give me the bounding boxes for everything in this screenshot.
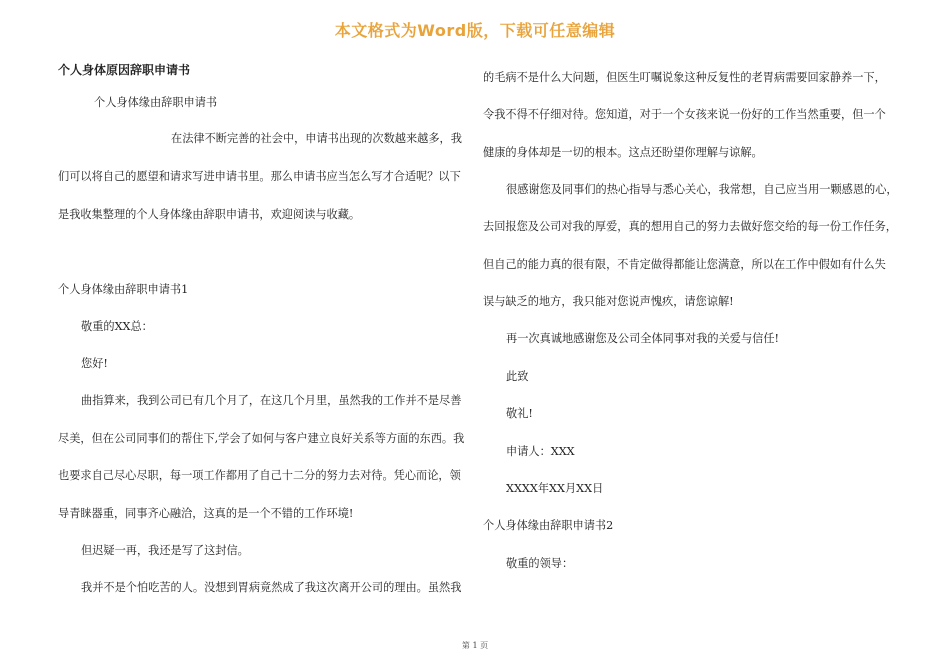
paragraph-line: 也要求自己尽心尽职，每一项工作都用了自己十二分的努力去对待。凭心而论，领	[58, 469, 461, 482]
greeting: 您好!	[81, 357, 108, 370]
paragraph-line: 去回报您及公司对我的厚爱，真的想用自己的努力去做好您交给的每一份工作任务，	[483, 220, 897, 233]
paragraph-line: 曲指算来，我到公司已有几个月了，在这几个月里，虽然我的工作并不是尽善	[81, 394, 462, 407]
paragraph-line: 很感谢您及同事们的热心指导与悉心关心，我常想，自己应当用一颗感恩的心，	[506, 183, 898, 196]
document-title: 个人身体原因辞职申请书	[58, 63, 191, 77]
paragraph-line: 是我收集整理的个人身体缘由辞职申请书，欢迎阅读与收藏。	[58, 208, 361, 221]
applicant-line: 申请人：XXX	[506, 445, 575, 458]
paragraph-line: 再一次真诚地感谢您及公司全体同事对我的关爱与信任!	[506, 332, 779, 345]
paragraph-line: 导青睐器重，同事齐心融洽，这真的是一个不错的工作环境!	[58, 507, 354, 520]
letter-heading: 个人身体缘由辞职申请书2	[483, 519, 614, 532]
closing-line: 敬礼!	[506, 407, 533, 420]
letter-heading: 个人身体缘由辞职申请书1	[58, 283, 189, 296]
date-line: XXXX年XX月XX日	[506, 482, 604, 495]
closing-line: 此致	[506, 370, 529, 383]
paragraph-line: 误与缺乏的地方，我只能对您说声愧疚，请您谅解!	[483, 295, 734, 308]
paragraph-line: 我并不是个怕吃苦的人。没想到胃病竟然成了我这次离开公司的理由。虽然我	[81, 581, 462, 594]
paragraph-line: 令我不得不仔细对待。您知道，对于一个女孩来说一份好的工作当然重要，但一个	[483, 108, 886, 121]
document-banner: 本文格式为Word版，下载可任意编辑	[334, 21, 616, 40]
salutation: 敬重的XX总：	[81, 320, 153, 333]
paragraph-line: 们可以将自己的愿望和请求写进申请书里。那么申请书应当怎么写才合适呢？以下	[58, 170, 461, 183]
salutation: 敬重的领导：	[506, 557, 574, 570]
paragraph-line: 健康的身体却是一切的根本。这点还盼望你理解与谅解。	[483, 146, 763, 159]
paragraph-line: 但自己的能力真的很有限，不肯定做得都能让您满意，所以在工作中假如有什么失	[483, 258, 886, 271]
paragraph-line: 在法律不断完善的社会中，申请书出现的次数越来越多，我	[171, 132, 462, 145]
paragraph-line: 尽美，但在公司同事们的帮住下,学会了如何与客户建立良好关系等方面的东西。我	[58, 432, 465, 445]
subtitle: 个人身体缘由辞职申请书	[94, 96, 218, 109]
paragraph-line: 但迟疑一再，我还是写了这封信。	[81, 544, 249, 557]
paragraph-line: 的毛病不是什么大问题，但医生叮嘱说象这种反复性的老胃病需要回家静养一下，	[483, 71, 886, 84]
page-number: 第 1 页	[461, 641, 489, 650]
